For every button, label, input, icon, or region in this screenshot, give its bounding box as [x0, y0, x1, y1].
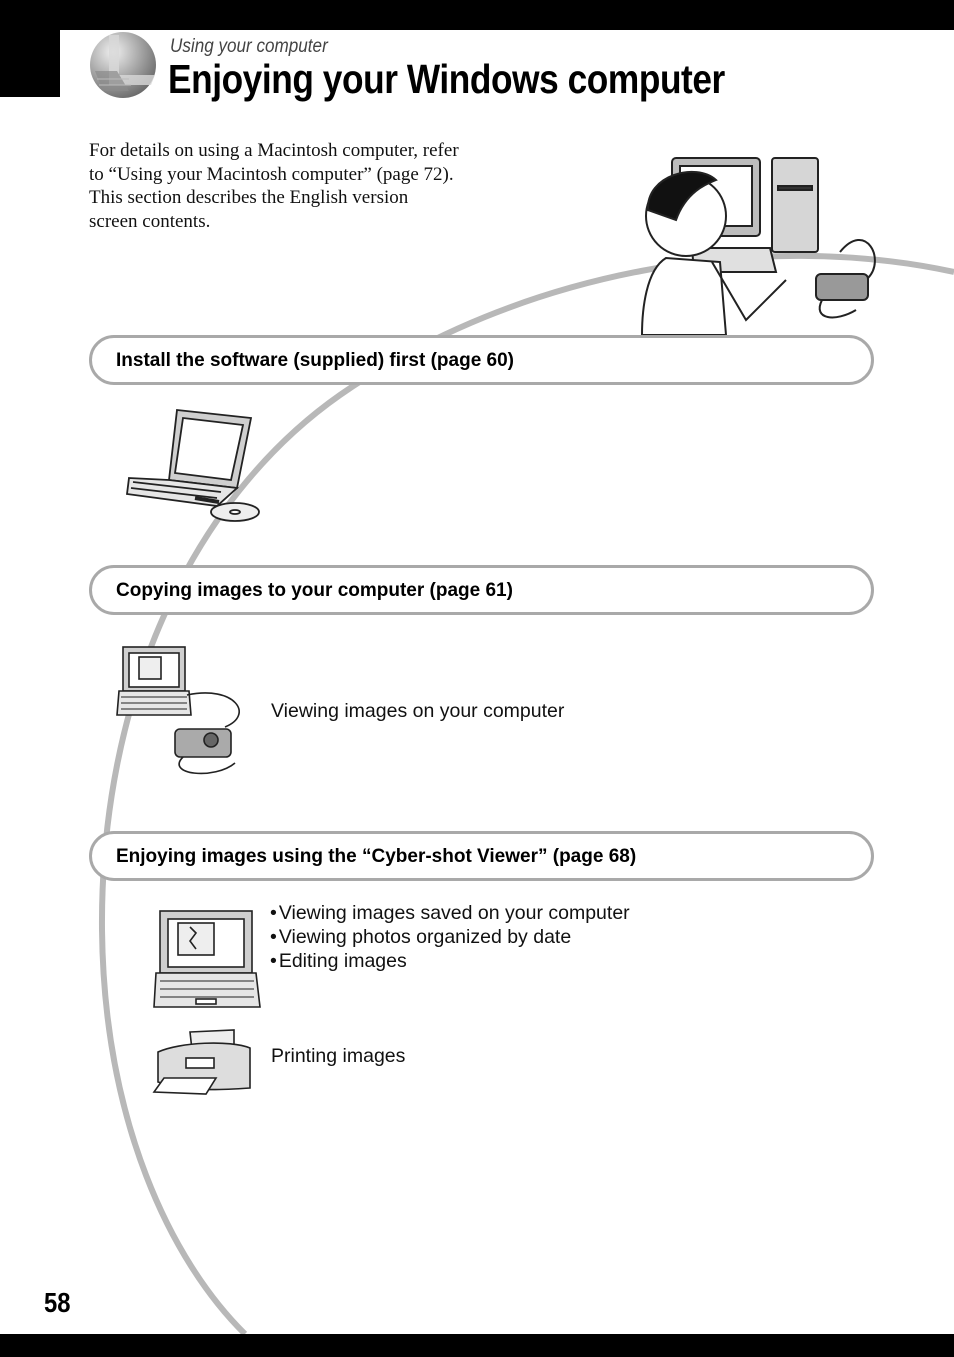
printer-illustration	[150, 1028, 255, 1098]
laptop-with-camera-illustration	[115, 645, 255, 780]
viewer-feature-list	[270, 901, 630, 973]
intro-paragraph-english: This section describes the English version screen contents.	[89, 187, 409, 232]
page-title: Enjoying your Windows computer	[168, 56, 725, 102]
laptop-with-cd-illustration	[125, 408, 265, 526]
page-number: 58	[44, 1287, 71, 1318]
list-item: • Editing images	[270, 949, 630, 973]
step-install-software-label: Install the software (supplied) first (page 60)	[116, 350, 515, 371]
intro-text	[89, 139, 459, 233]
laptop-viewer-illustration	[152, 909, 262, 1011]
person-at-computer-illustration	[636, 150, 886, 335]
step-copying-images-label: Copying images to your computer (page 61)	[116, 580, 513, 601]
copying-description: Viewing images on your computer	[271, 700, 565, 722]
window-pane-icon	[89, 31, 157, 99]
list-item: • Viewing photos organized by date	[270, 925, 630, 949]
section-label: Using your computer	[170, 36, 328, 57]
step-copying-images	[89, 565, 874, 615]
bottom-black-bar	[0, 1334, 954, 1357]
list-item: • Viewing images saved on your computer	[270, 901, 630, 925]
step-install-software	[89, 335, 874, 385]
intro-paragraph-macintosh: For details on using a Macintosh computer, refer to “Using your Macintosh computer” (page 72).	[89, 140, 459, 185]
printing-description: Printing images	[271, 1045, 406, 1067]
step-cyber-shot-viewer-label: Enjoying images using the “Cyber-shot Viewer” (page 68)	[116, 846, 637, 867]
step-cyber-shot-viewer	[89, 831, 874, 881]
